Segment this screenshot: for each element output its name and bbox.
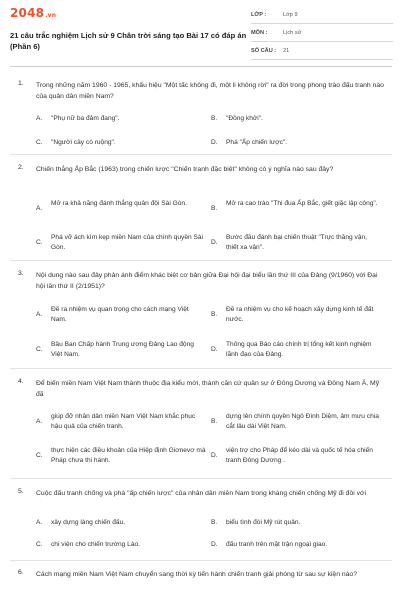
question-text: Để biến miền Nam Việt Nam thành thuộc địa kiểu mới, thành căn cứ quân sự ở Đông Dương và Đông Nam Á, Mỹ đã xyxy=(36,380,380,398)
logo-suffix: .vn xyxy=(45,12,57,19)
option-text: giúp đỡ nhân dân miền Nam Việt Nam khắc phục hậu quả của chiến tranh. xyxy=(51,413,196,430)
option-text: viện trợ cho Pháp để kéo dài và quốc tế hóa chiến tranh Đông Dương . xyxy=(226,447,373,464)
meta-label: SỐ CÂU : xyxy=(251,47,277,54)
option-letter: A. xyxy=(36,519,43,526)
meta-value: Lớp 9 xyxy=(283,11,298,18)
question-divider xyxy=(10,478,392,479)
option-letter: B. xyxy=(211,115,218,122)
option-letter: A. xyxy=(36,418,43,425)
option-letter: C. xyxy=(36,541,43,548)
option-text: dựng lên chính quyền Ngô Đình Diệm, âm mưu chia cắt lâu dài Việt Nam. xyxy=(226,413,379,430)
question-number: 6. xyxy=(18,569,24,576)
option-text: thực hiện các điều khoản của Hiệp định Giơnevơ mà Pháp chưa thi hành. xyxy=(51,447,206,464)
option-text: Mở ra khả năng đánh thắng quân đội Sài Gòn. xyxy=(51,200,187,207)
option-letter: D. xyxy=(211,139,218,146)
meta-row-socau xyxy=(251,42,393,60)
meta-value: Lịch sử xyxy=(283,29,302,36)
option-text: Thông qua Báo cáo chính trị tổng kết kinh nghiệm lãnh đạo của Đảng. xyxy=(226,341,372,358)
option-letter: D. xyxy=(211,541,218,548)
meta-label: LỚP : xyxy=(251,11,267,18)
option-letter: B. xyxy=(211,519,218,526)
option-text: "Người cày có ruộng". xyxy=(51,139,116,146)
option-text: "Phụ nữ ba đảm đang". xyxy=(51,115,120,122)
question-text: Trong những năm 1960 - 1965, khẩu hiệu "Một tấc không đi, một li không rời" ra đời trong phong trào đấu tranh nào của quân dân miền Nam? xyxy=(36,82,384,100)
page-title: 21 câu trắc nghiệm Lịch sử 9 Chân trời sáng tạo Bài 17 có đáp án (Phần 6) xyxy=(10,31,247,51)
meta-table xyxy=(251,6,393,60)
option-letter: A. xyxy=(36,205,43,212)
option-text: đấu tranh trên mặt trận ngoại giao. xyxy=(226,541,328,548)
question-divider xyxy=(10,560,392,561)
option-letter: A. xyxy=(36,311,43,318)
option-text: Bầu Ban Chấp hành Trung ương Đảng Lao động Việt Nam. xyxy=(51,341,194,358)
question-divider xyxy=(10,154,392,155)
meta-row-lop xyxy=(251,6,393,24)
option-text: Đề ra nhiệm vụ quan trọng cho cách mạng Việt Nam. xyxy=(51,306,189,323)
question-text: Nội dung nào sau đây phản ánh điểm khác biệt cơ bản giữa Đại hội đại biểu lần thứ III của Đảng (9/1960) với Đại hội lần thứ II (2/1951)? xyxy=(36,272,378,290)
site-logo[interactable] xyxy=(10,6,56,20)
option-letter: C. xyxy=(36,452,43,459)
question-number: 2. xyxy=(18,164,24,171)
option-letter: D. xyxy=(211,346,218,353)
option-text: chi viện cho chiến trường Lào. xyxy=(51,541,141,548)
option-letter: D. xyxy=(211,452,218,459)
meta-label: MÔN : xyxy=(251,29,268,36)
option-letter: C. xyxy=(36,239,43,246)
question-number: 1. xyxy=(18,80,24,87)
option-text: "Đồng khởi". xyxy=(226,115,263,122)
option-text: Phá "Ấp chiến lược". xyxy=(226,139,288,146)
option-text: Đề ra nhiệm vụ cho kế hoạch xây dựng kinh tế đất nước. xyxy=(226,306,374,323)
question-number: 3. xyxy=(18,270,24,277)
option-text: Mở ra cao trào "Thi đua Ấp Bắc, giết giặc lập công". xyxy=(226,200,378,207)
option-letter: D. xyxy=(211,239,218,246)
meta-value: 21 xyxy=(283,47,290,54)
question-text: Cuộc đấu tranh chống và phá "ấp chiến lược" của nhân dân miền Nam trong kháng chiến chống Mỹ đi đôi với xyxy=(36,490,367,497)
option-letter: C. xyxy=(36,346,43,353)
question-number: 5. xyxy=(18,488,24,495)
option-letter: A. xyxy=(36,115,43,122)
option-text: biểu tình đòi Mỹ rút quân. xyxy=(226,519,301,526)
option-letter: B. xyxy=(211,418,218,425)
option-letter: B. xyxy=(211,205,218,212)
question-divider xyxy=(10,368,392,369)
question-divider xyxy=(10,260,392,261)
meta-row-mon xyxy=(251,24,393,42)
header-divider xyxy=(10,66,392,67)
option-letter: B. xyxy=(211,311,218,318)
question-text: Chiến thắng Ấp Bắc (1963) trong chiến lược "Chiến tranh đặc biệt" không có ý nghĩa nào sau đây? xyxy=(36,166,334,173)
option-letter: C. xyxy=(36,139,43,146)
page-header xyxy=(0,0,400,62)
option-text: xây dựng làng chiến đấu. xyxy=(51,519,126,526)
question-number: 4. xyxy=(18,378,24,385)
option-text: Phá vỡ ách kìm kẹp miền Nam của chính quyền Sài Gòn. xyxy=(51,234,204,251)
question-text: Cách mạng miền Nam Việt Nam chuyển sang thời kỳ tiến hành chiến tranh giải phóng từ sau sự kiện nào? xyxy=(36,571,357,578)
option-text: Bước đầu đánh bại chiến thuật "Trực thăng vận, thiết xa vận". xyxy=(226,234,367,251)
logo-brand: 2048 xyxy=(10,6,45,20)
